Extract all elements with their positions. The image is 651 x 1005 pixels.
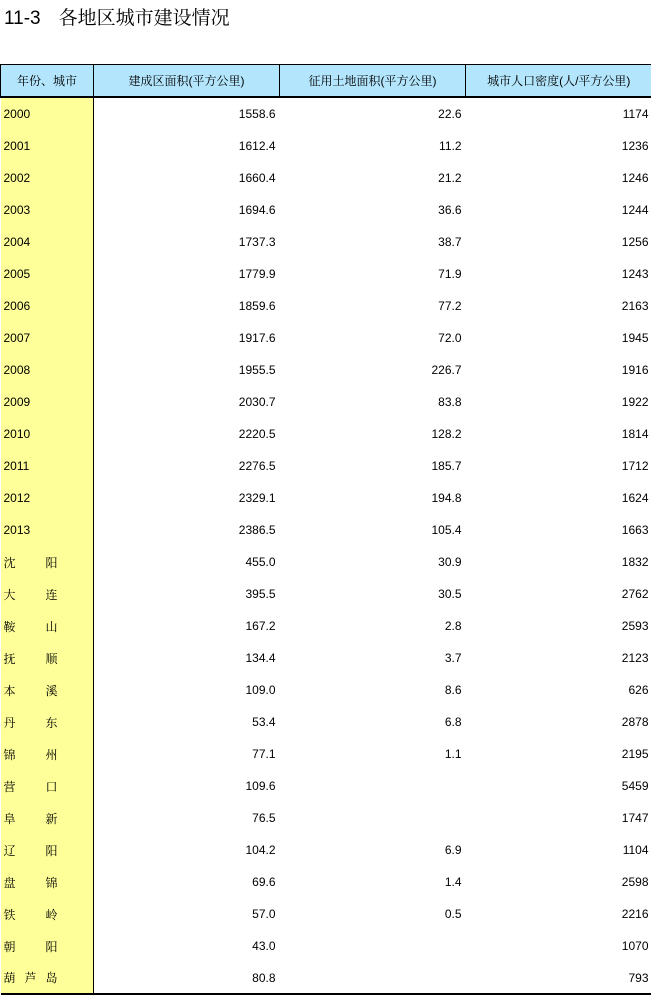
row-label: [1, 482, 94, 514]
cell-built-area: 69.6: [252, 875, 276, 889]
row-label-text: 2012: [3, 491, 31, 505]
row-label-text: [4, 778, 58, 795]
cell-built-area: 109.6: [245, 779, 276, 793]
table-row: [1, 450, 651, 482]
cell-population-density: 1244: [621, 203, 649, 217]
cell-built-area: 1859.6: [238, 299, 276, 313]
cell-population-density: 1624: [621, 491, 649, 505]
table-row: [1, 834, 651, 866]
row-label-char: 芦: [24, 971, 37, 985]
row-label: [1, 226, 94, 258]
row-label-text: [4, 714, 58, 731]
row-label-text: [4, 969, 58, 986]
row-label: [1, 578, 94, 610]
cell-population-density: 2195: [621, 747, 649, 761]
header-built-area: 建成区面积(平方公里): [94, 65, 280, 98]
table-row: [1, 802, 651, 834]
row-label-text: 2013: [3, 523, 31, 537]
cell-population-density: 1174: [622, 107, 649, 121]
table-row: [1, 97, 651, 130]
cell-requisitioned-land: 0.5: [444, 907, 462, 921]
row-label-char: 州: [45, 747, 58, 762]
row-label-char: 山: [45, 619, 58, 634]
cell-population-density: 2598: [621, 875, 649, 889]
row-label-text: 2002: [3, 171, 31, 185]
row-label-text: [4, 810, 58, 827]
row-label-text: 2006: [3, 299, 31, 313]
cell-population-density: 2163: [621, 299, 649, 313]
cell-built-area: 2220.5: [238, 427, 276, 441]
cell-requisitioned-land: [280, 930, 466, 962]
cell-requisitioned-land: [280, 770, 466, 802]
header-year-city: 年份、城市: [1, 65, 94, 98]
cell-built-area: 1779.9: [238, 267, 276, 281]
cell-population-density: 626: [628, 683, 649, 697]
cell-built-area: 53.4: [252, 715, 276, 729]
row-label-char: 新: [45, 811, 58, 826]
cell-built-area: 43.0: [252, 939, 276, 953]
table-row: [1, 674, 651, 706]
row-label-text: 2011: [3, 459, 30, 473]
row-label: [1, 674, 94, 706]
row-label-char: 朝: [3, 939, 16, 954]
cell-population-density: 2123: [621, 651, 649, 665]
row-label-char: 顺: [45, 651, 58, 666]
row-label: [1, 97, 94, 130]
cell-requisitioned-land: 30.9: [438, 555, 462, 569]
row-label: [1, 610, 94, 642]
row-label: [1, 322, 94, 354]
row-label: [1, 546, 94, 578]
cell-population-density: 1236: [621, 139, 649, 153]
row-label-char: 岛: [45, 971, 58, 985]
table-row: [1, 546, 651, 578]
row-label: [1, 802, 94, 834]
row-label-char: 阳: [45, 555, 58, 570]
data-table-container: [0, 64, 651, 995]
table-row: [1, 482, 651, 514]
row-label-text: [4, 938, 58, 955]
cell-population-density: 2878: [621, 715, 649, 729]
table-row: [1, 194, 651, 226]
cell-requisitioned-land: 8.6: [444, 683, 462, 697]
cell-population-density: 1922: [621, 395, 649, 409]
cell-population-density: 1070: [621, 939, 649, 953]
table-row: [1, 642, 651, 674]
table-row: [1, 770, 651, 802]
row-label-text: [4, 682, 58, 699]
table-row: [1, 290, 651, 322]
cell-requisitioned-land: 185.7: [431, 459, 462, 473]
cell-requisitioned-land: 3.7: [444, 651, 462, 665]
table-number: 11-3: [4, 8, 41, 29]
row-label-char: 阳: [45, 843, 58, 858]
cell-population-density: 1712: [621, 459, 649, 473]
row-label: [1, 866, 94, 898]
cell-built-area: 1660.4: [238, 171, 276, 185]
row-label-char: 锦: [3, 747, 16, 762]
row-label: [1, 514, 94, 546]
table-row: [1, 354, 651, 386]
cell-population-density: 1747: [621, 811, 649, 825]
cell-requisitioned-land: 77.2: [438, 299, 462, 313]
row-label: [1, 450, 94, 482]
row-label-char: 铁: [3, 907, 16, 922]
cell-built-area: 80.8: [94, 962, 280, 994]
row-label-char: 锦: [45, 875, 58, 890]
row-label: [1, 194, 94, 226]
table-row: [1, 258, 651, 290]
table-row: [1, 930, 651, 962]
row-label: [1, 418, 94, 450]
table-row: [1, 706, 651, 738]
cell-requisitioned-land: 128.2: [431, 427, 462, 441]
cell-requisitioned-land: 21.2: [438, 171, 462, 185]
row-label-text: [4, 554, 58, 571]
table-row: [1, 610, 651, 642]
cell-requisitioned-land: 83.8: [438, 395, 462, 409]
cell-built-area: 57.0: [252, 907, 276, 921]
row-label: [1, 898, 94, 930]
cell-requisitioned-land: 2.8: [444, 619, 462, 633]
cell-built-area: 455.0: [245, 555, 276, 569]
row-label-char: 东: [45, 715, 58, 730]
table-row: [1, 418, 651, 450]
header-population-density: 城市人口密度(人/平方公里): [466, 65, 651, 98]
row-label: [1, 930, 94, 962]
cell-built-area: 1612.4: [238, 139, 276, 153]
row-label-char: 抚: [3, 651, 16, 666]
data-table: [0, 64, 651, 995]
cell-built-area: 2386.5: [238, 523, 276, 537]
table-row: [1, 866, 651, 898]
cell-built-area: 2030.7: [238, 395, 276, 409]
row-label-text: [4, 586, 58, 603]
row-label-text: [4, 874, 58, 891]
cell-population-density: 1832: [621, 555, 649, 569]
row-label-char: 本: [3, 683, 16, 698]
cell-built-area: 1917.6: [238, 331, 276, 345]
row-label-text: [4, 906, 58, 923]
row-label-text: 2010: [3, 427, 31, 441]
cell-requisitioned-land: 6.9: [444, 843, 462, 857]
row-label-char: 鞍: [3, 619, 16, 634]
cell-population-density: 793: [466, 962, 651, 994]
cell-built-area: 76.5: [252, 811, 276, 825]
cell-built-area: 395.5: [245, 587, 276, 601]
row-label-text: 2001: [3, 139, 31, 153]
row-label-text: [4, 618, 58, 635]
row-label-text: 2007: [3, 331, 31, 345]
row-label: [1, 130, 94, 162]
cell-built-area: 1558.6: [238, 107, 276, 121]
cell-built-area: 1694.6: [238, 203, 276, 217]
table-row: [1, 386, 651, 418]
cell-population-density: 1104: [622, 843, 649, 857]
row-label: [1, 354, 94, 386]
table-title: 各地区城市建设情况: [58, 8, 230, 29]
cell-requisitioned-land: 226.7: [431, 363, 462, 377]
cell-requisitioned-land: [280, 802, 466, 834]
cell-built-area: 1737.3: [238, 235, 276, 249]
cell-population-density: 2216: [621, 907, 649, 921]
cell-built-area: 109.0: [245, 683, 276, 697]
row-label: [1, 642, 94, 674]
row-label-text: 2009: [3, 395, 31, 409]
row-label-char: 营: [3, 779, 16, 794]
cell-requisitioned-land: 71.9: [438, 267, 462, 281]
table-body: [1, 97, 651, 994]
row-label-char: 沈: [3, 555, 16, 570]
cell-population-density: 5459: [621, 779, 649, 793]
row-label-text: [4, 650, 58, 667]
cell-population-density: 1256: [621, 235, 649, 249]
cell-requisitioned-land: [280, 962, 466, 994]
cell-built-area: 134.4: [245, 651, 276, 665]
row-label-char: 大: [3, 587, 16, 602]
table-row: [1, 514, 651, 546]
table-row: [1, 962, 651, 994]
row-label-char: 口: [45, 779, 58, 794]
cell-requisitioned-land: 1.1: [444, 747, 462, 761]
row-label-text: [4, 746, 58, 763]
cell-built-area: 1955.5: [238, 363, 276, 377]
cell-population-density: 2593: [621, 619, 649, 633]
page-title: [4, 6, 230, 32]
row-label-text: 2003: [3, 203, 31, 217]
row-label-char: 阳: [45, 939, 58, 954]
cell-requisitioned-land: 6.8: [444, 715, 462, 729]
row-label-char: 辽: [3, 843, 16, 858]
row-label-char: 阜: [3, 811, 16, 826]
row-label-char: 丹: [3, 715, 16, 730]
cell-built-area: 77.1: [252, 747, 276, 761]
row-label-text: 2008: [3, 363, 31, 377]
cell-population-density: 1814: [621, 427, 649, 441]
row-label: [1, 770, 94, 802]
table-row: [1, 578, 651, 610]
row-label-char: 葫: [3, 971, 16, 985]
row-label-text: 2004: [3, 235, 31, 249]
cell-requisitioned-land: 22.6: [438, 107, 462, 121]
row-label-text: 2005: [3, 267, 31, 281]
row-label-char: 连: [45, 587, 58, 602]
row-label: [1, 162, 94, 194]
cell-built-area: 167.2: [245, 619, 276, 633]
cell-built-area: 104.2: [245, 843, 276, 857]
cell-requisitioned-land: 105.4: [431, 523, 462, 537]
row-label: [1, 290, 94, 322]
cell-requisitioned-land: 1.4: [444, 875, 462, 889]
row-label: [1, 258, 94, 290]
row-label-char: 岭: [45, 907, 58, 922]
row-label: [1, 386, 94, 418]
table-row: [1, 162, 651, 194]
row-label: [1, 738, 94, 770]
row-label: [1, 834, 94, 866]
row-label: [1, 706, 94, 738]
table-row: [1, 898, 651, 930]
cell-built-area: 2329.1: [238, 491, 276, 505]
cell-requisitioned-land: 38.7: [438, 235, 462, 249]
row-label-char: 溪: [45, 683, 58, 698]
cell-population-density: 1246: [621, 171, 649, 185]
table-row: [1, 226, 651, 258]
cell-requisitioned-land: 36.6: [438, 203, 462, 217]
cell-requisitioned-land: 30.5: [438, 587, 462, 601]
table-row: [1, 738, 651, 770]
table-row: [1, 322, 651, 354]
table-row: [1, 130, 651, 162]
cell-requisitioned-land: 11.2: [439, 139, 462, 153]
cell-population-density: 1945: [621, 331, 649, 345]
cell-population-density: 1243: [621, 267, 649, 281]
cell-requisitioned-land: 72.0: [438, 331, 462, 345]
cell-population-density: 1663: [621, 523, 649, 537]
cell-built-area: 2276.5: [238, 459, 276, 473]
row-label-text: [4, 842, 58, 859]
row-label-text: 2000: [3, 107, 31, 121]
table-header-row: [1, 65, 651, 98]
row-label: [1, 962, 94, 994]
header-requisitioned-land: 征用土地面积(平方公里): [280, 65, 466, 98]
cell-requisitioned-land: 194.8: [431, 491, 462, 505]
cell-population-density: 2762: [621, 587, 649, 601]
row-label-char: 盘: [3, 875, 16, 890]
cell-population-density: 1916: [621, 363, 649, 377]
